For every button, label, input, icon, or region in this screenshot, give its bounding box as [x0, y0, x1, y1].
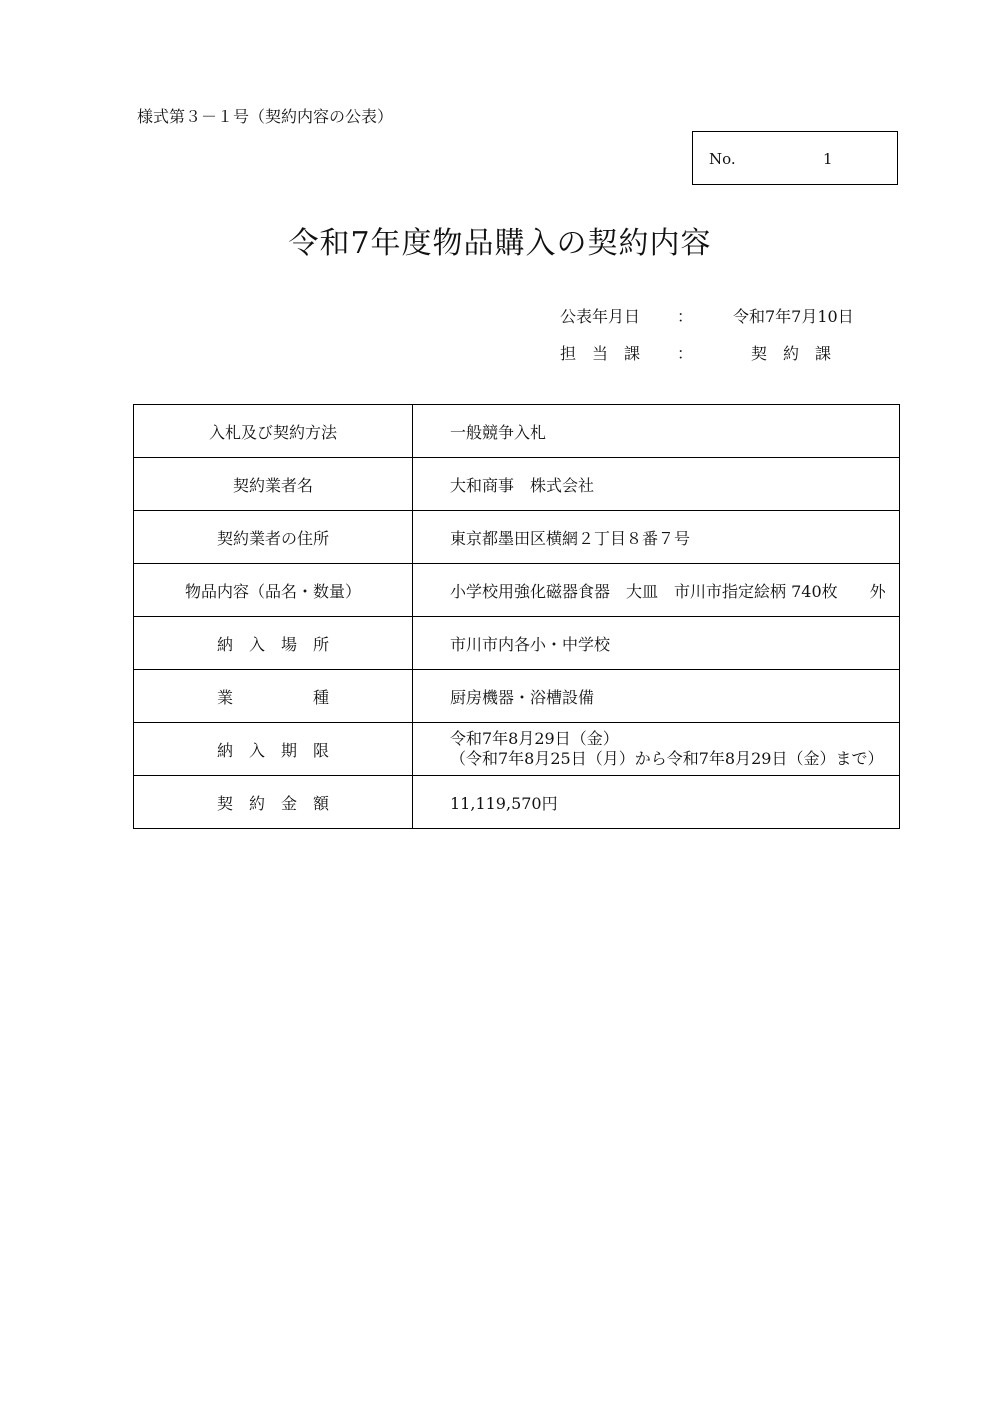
- contractor-name-value: 大和商事 株式会社: [413, 458, 900, 511]
- publish-date-colon: ：: [677, 307, 694, 326]
- contractor-address-value: 東京都墨田区横網２丁目８番７号: [413, 511, 900, 564]
- contract-amount-label: 契 約 金 額: [134, 776, 413, 829]
- form-number: 様式第３－１号（契約内容の公表）: [137, 107, 394, 126]
- department-colon: ：: [677, 344, 694, 363]
- table-row: [134, 723, 900, 776]
- table-row: [134, 617, 900, 670]
- table-row: [134, 511, 900, 564]
- item-description-label: 物品内容（品名・数量）: [134, 564, 413, 617]
- industry-type-label: 業 種: [134, 670, 413, 723]
- delivery-deadline-value: [413, 723, 900, 776]
- contractor-address-label: 契約業者の住所: [134, 511, 413, 564]
- table-row: [134, 564, 900, 617]
- bid-method-label: 入札及び契約方法: [134, 405, 413, 458]
- document-number-box: [692, 131, 898, 185]
- document-number-value: 1: [823, 150, 833, 168]
- department-value: 契 約 課: [751, 344, 832, 363]
- delivery-location-label: 納 入 場 所: [134, 617, 413, 670]
- industry-type-value: 厨房機器・浴槽設備: [413, 670, 900, 723]
- table-row: [134, 776, 900, 829]
- delivery-deadline-date: 令和7年8月29日（金）: [450, 729, 619, 748]
- publish-date-label: 公表年月日: [560, 307, 641, 326]
- contract-table: [133, 404, 900, 829]
- department-label: 担 当 課: [560, 344, 641, 363]
- contract-amount-value: 11,119,570円: [413, 776, 900, 829]
- table-row: [134, 670, 900, 723]
- delivery-deadline-period: （令和7年8月25日（月）から令和7年8月29日（金）まで）: [450, 749, 884, 768]
- document-number-label: No.: [709, 150, 736, 168]
- delivery-deadline-label: 納 入 期 限: [134, 723, 413, 776]
- bid-method-value: 一般競争入札: [413, 405, 900, 458]
- contractor-name-label: 契約業者名: [134, 458, 413, 511]
- delivery-location-value: 市川市内各小・中学校: [413, 617, 900, 670]
- item-description-value: 小学校用強化磁器食器 大皿 市川市指定絵柄 740枚 外: [413, 564, 900, 617]
- table-row: [134, 458, 900, 511]
- document-title: 令和7年度物品購入の契約内容: [288, 226, 712, 261]
- table-row: [134, 405, 900, 458]
- publish-date-value: 令和7年7月10日: [733, 307, 854, 326]
